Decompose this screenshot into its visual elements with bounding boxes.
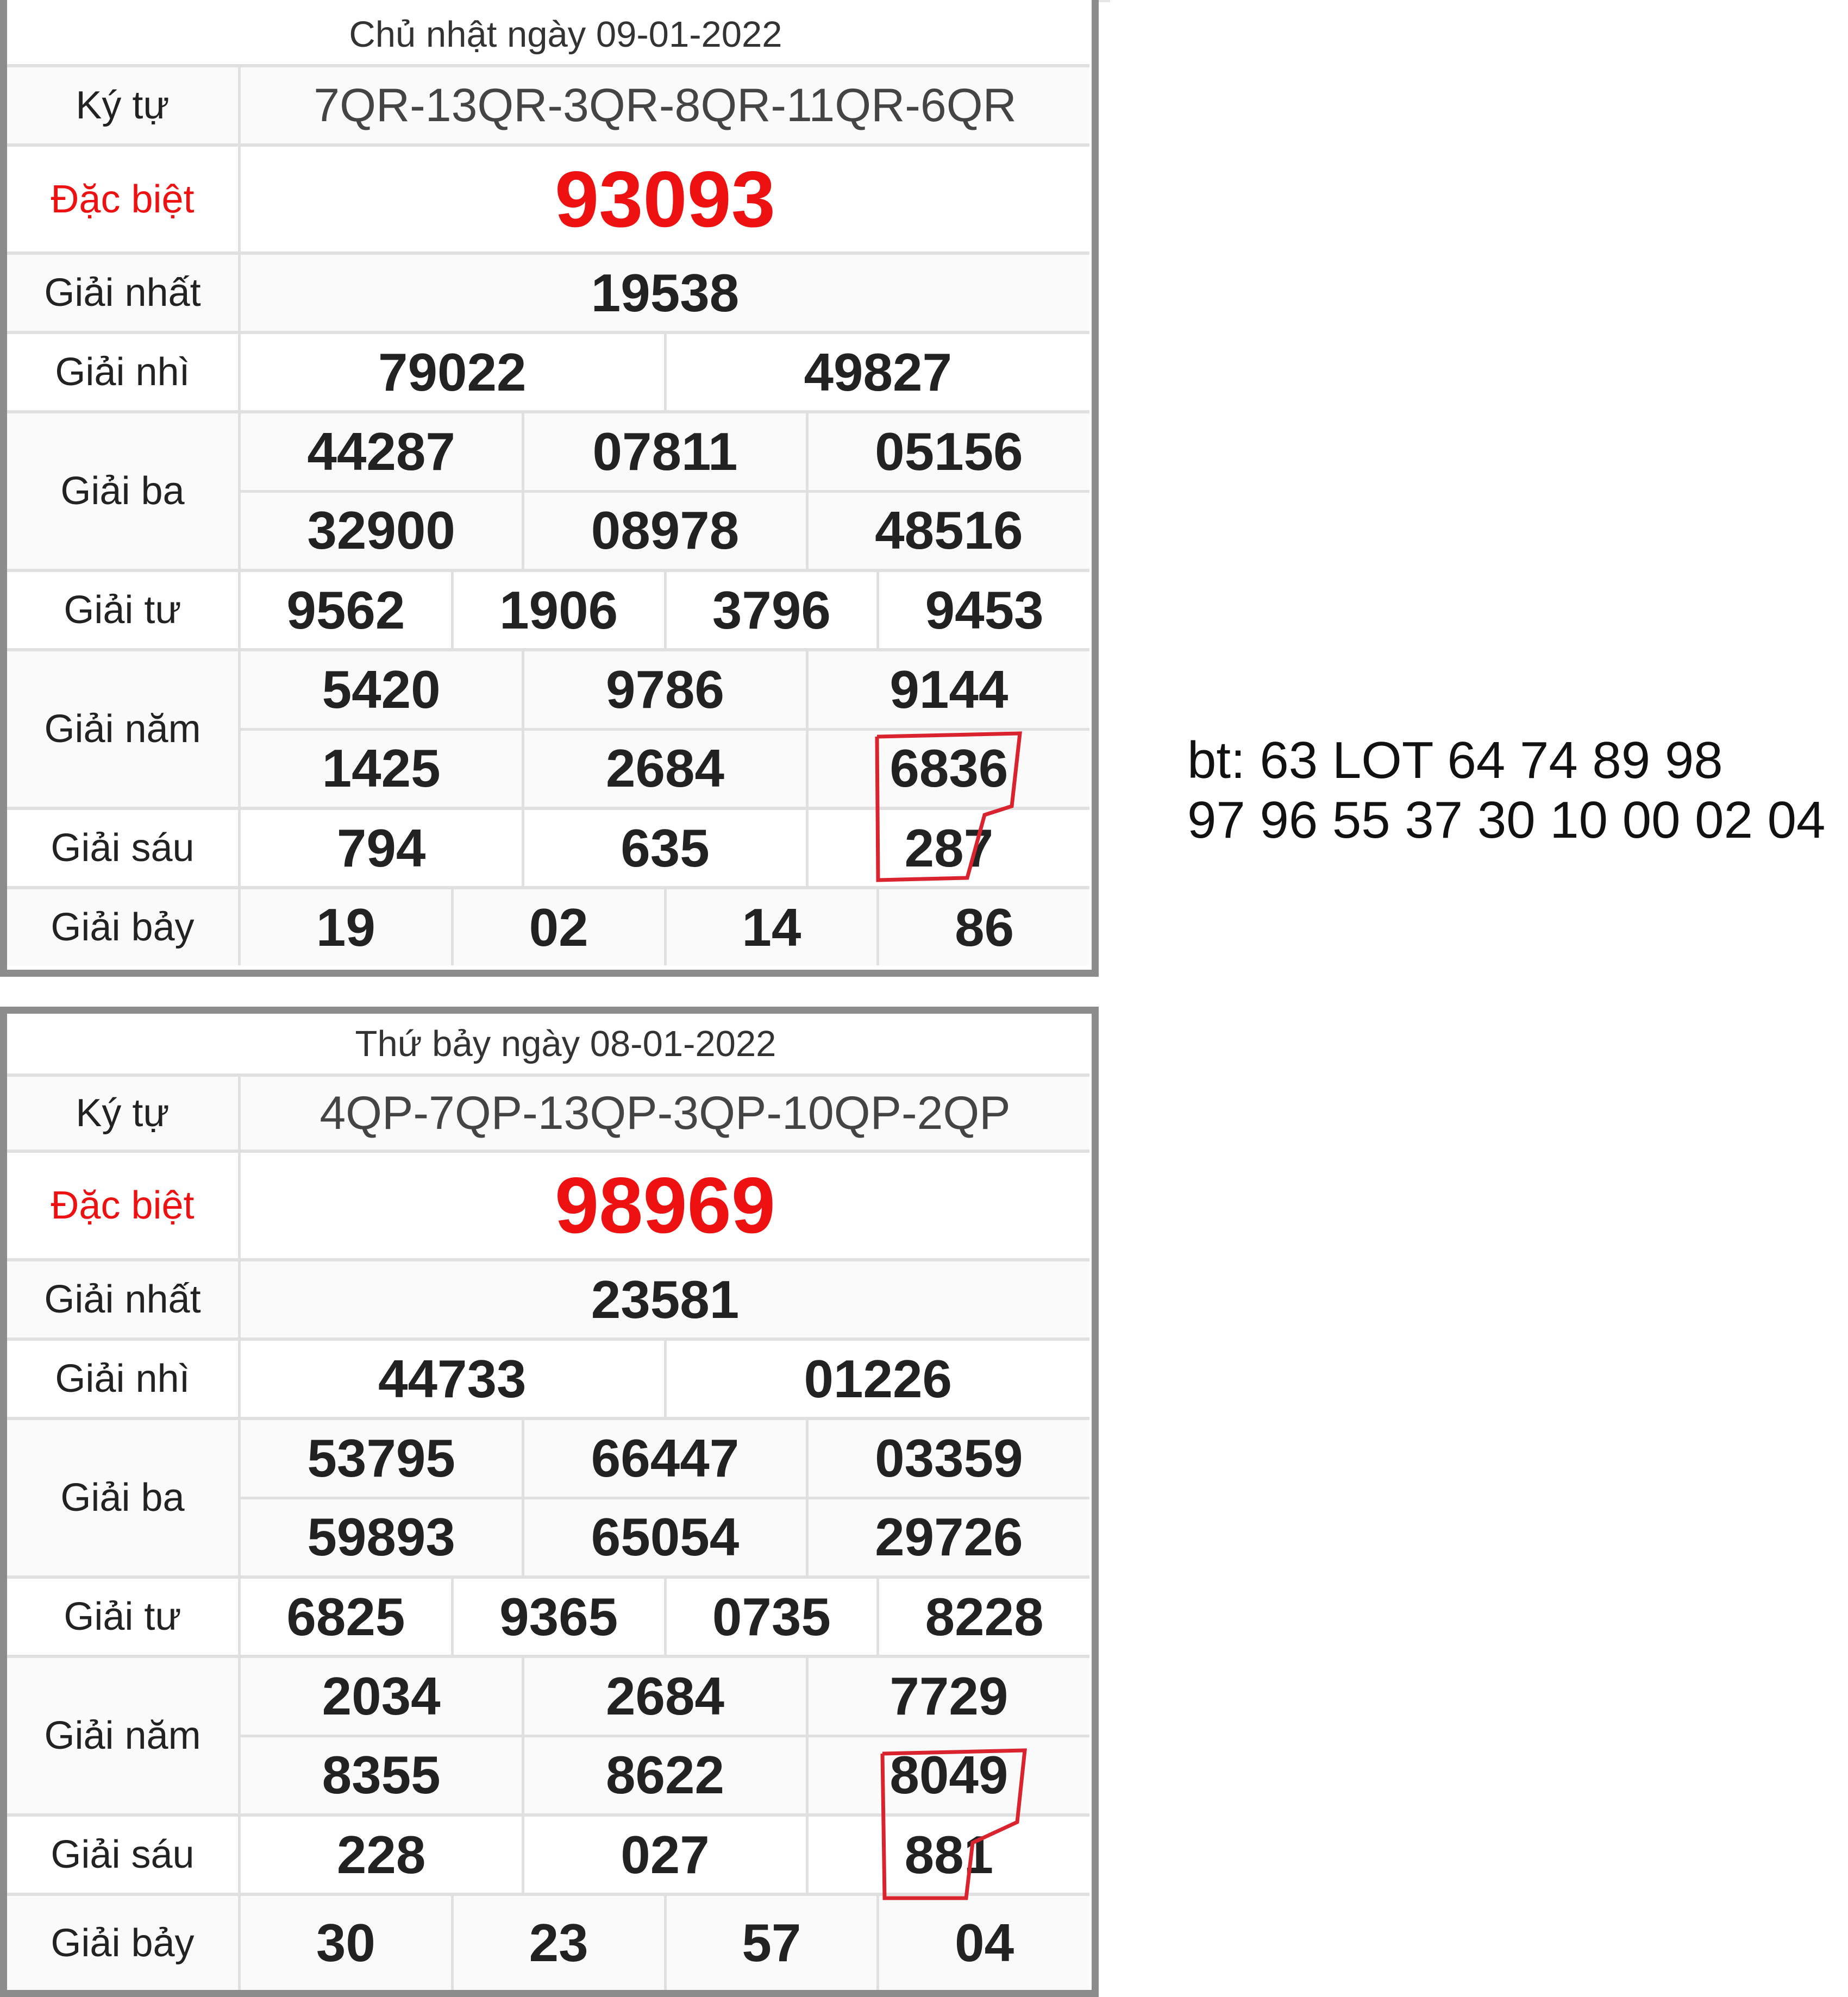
prize-number: 8355 bbox=[322, 1745, 441, 1805]
special-prize-value: 98969 bbox=[555, 1161, 775, 1249]
prize-number: 44287 bbox=[307, 421, 455, 481]
row-giai-tu bbox=[7, 569, 1089, 648]
prize-number: 9562 bbox=[286, 580, 405, 640]
row-giai-nhi bbox=[7, 331, 1089, 410]
row-label: Giải tư bbox=[7, 1579, 241, 1655]
prize-number: 794 bbox=[336, 818, 426, 878]
prize-number: 03359 bbox=[806, 1420, 1089, 1497]
prize-number: 49827 bbox=[664, 334, 1090, 410]
prize-number: 23581 bbox=[591, 1269, 740, 1329]
row-label: Đặc biệt bbox=[7, 147, 241, 252]
row-giai-nhat bbox=[7, 252, 1089, 331]
row-label: Giải nhất bbox=[7, 255, 241, 331]
row-label: Giải tư bbox=[7, 572, 241, 648]
row-giai-sau bbox=[7, 1813, 1089, 1893]
prize-number: 44733 bbox=[378, 1348, 527, 1409]
prize-number: 2684 bbox=[522, 731, 805, 807]
row-dac-biet bbox=[7, 143, 1089, 252]
row-label: Giải bảy bbox=[7, 1896, 241, 1990]
prediction-note bbox=[1187, 731, 1825, 850]
prize-number: 1425 bbox=[322, 738, 441, 799]
prize-number: 02 bbox=[451, 889, 664, 965]
row-label: Đặc biệt bbox=[7, 1153, 241, 1258]
table-title-text: Thứ bảy ngày 08-01-2022 bbox=[355, 1023, 776, 1064]
note-line-2: 97 96 55 37 30 10 00 02 04 bbox=[1187, 791, 1826, 849]
row-giai-ba bbox=[7, 1417, 1089, 1575]
ky-tu-value: 7QR-13QR-3QR-8QR-11QR-6QR bbox=[314, 79, 1017, 131]
prize-number: 6825 bbox=[286, 1586, 405, 1647]
prize-number: 1906 bbox=[451, 572, 664, 648]
row-giai-nhi bbox=[7, 1337, 1089, 1417]
prize-number: 2034 bbox=[322, 1666, 441, 1726]
results-table-1 bbox=[0, 0, 1099, 977]
prize-number: 228 bbox=[336, 1824, 426, 1885]
prize-number: 79022 bbox=[378, 342, 527, 402]
prize-number: 53795 bbox=[307, 1428, 455, 1488]
prize-number: 14 bbox=[664, 889, 877, 965]
row-giai-nhat bbox=[7, 1258, 1089, 1337]
table-title-text: Chủ nhật ngày 09-01-2022 bbox=[349, 14, 782, 55]
prize-number: 3796 bbox=[664, 572, 877, 648]
row-ky-tu bbox=[7, 64, 1089, 143]
row-giai-bay bbox=[7, 1893, 1089, 1990]
prize-number: 57 bbox=[664, 1896, 877, 1990]
row-label: Giải nhất bbox=[7, 1261, 241, 1337]
prize-number: 027 bbox=[522, 1817, 805, 1893]
prize-number: 05156 bbox=[806, 413, 1089, 490]
row-ky-tu bbox=[7, 1073, 1089, 1150]
row-giai-ba bbox=[7, 410, 1089, 569]
row-label: Giải năm bbox=[7, 651, 241, 807]
note-line-1: bt: 63 LOT 64 74 89 98 bbox=[1187, 731, 1723, 789]
table-title bbox=[7, 4, 1092, 64]
prize-number: 08978 bbox=[522, 493, 805, 569]
prize-number: 5420 bbox=[322, 659, 441, 719]
row-dac-biet bbox=[7, 1150, 1089, 1258]
prize-number: 2684 bbox=[522, 1658, 805, 1735]
prize-number: 287 bbox=[806, 810, 1089, 886]
prize-number: 8622 bbox=[522, 1737, 805, 1814]
prize-number: 29726 bbox=[806, 1499, 1089, 1576]
prize-number: 04 bbox=[876, 1896, 1089, 1990]
prize-number: 881 bbox=[806, 1817, 1089, 1893]
prize-number: 32900 bbox=[307, 500, 455, 561]
prize-number: 07811 bbox=[522, 413, 805, 490]
prize-number: 9786 bbox=[522, 651, 805, 728]
table-title bbox=[7, 1014, 1092, 1073]
row-label: Ký tự bbox=[7, 67, 241, 143]
prize-number: 01226 bbox=[664, 1341, 1090, 1417]
prize-number: 30 bbox=[316, 1913, 375, 1973]
prize-number: 9144 bbox=[806, 651, 1089, 728]
row-giai-tu bbox=[7, 1575, 1089, 1655]
row-label: Giải bảy bbox=[7, 889, 241, 965]
prize-number: 86 bbox=[876, 889, 1089, 965]
prize-number: 9365 bbox=[451, 1579, 664, 1655]
row-label: Giải sáu bbox=[7, 810, 241, 886]
row-label: Giải năm bbox=[7, 1658, 241, 1813]
row-label: Giải ba bbox=[7, 413, 241, 569]
row-label: Giải nhì bbox=[7, 334, 241, 410]
row-giai-nam bbox=[7, 648, 1089, 807]
row-label: Giải sáu bbox=[7, 1817, 241, 1893]
row-label: Giải ba bbox=[7, 1420, 241, 1575]
prize-number: 66447 bbox=[522, 1420, 805, 1497]
prize-number: 635 bbox=[522, 810, 805, 886]
ky-tu-value: 4QP-7QP-13QP-3QP-10QP-2QP bbox=[320, 1087, 1011, 1139]
row-giai-sau bbox=[7, 807, 1089, 886]
results-table-2 bbox=[0, 1007, 1099, 1997]
row-label: Giải nhì bbox=[7, 1341, 241, 1417]
prize-number: 19 bbox=[316, 897, 375, 957]
prize-number: 7729 bbox=[806, 1658, 1089, 1735]
prize-number: 0735 bbox=[664, 1579, 877, 1655]
prize-number: 23 bbox=[451, 1896, 664, 1990]
row-giai-bay bbox=[7, 886, 1089, 965]
prize-number: 8228 bbox=[876, 1579, 1089, 1655]
row-label: Ký tự bbox=[7, 1077, 241, 1150]
row-giai-nam bbox=[7, 1655, 1089, 1813]
prize-number: 9453 bbox=[876, 572, 1089, 648]
prize-number: 19538 bbox=[591, 262, 740, 323]
prize-number: 6836 bbox=[806, 731, 1089, 807]
special-prize-value: 93093 bbox=[555, 154, 775, 243]
prize-number: 48516 bbox=[806, 493, 1089, 569]
prize-number: 65054 bbox=[522, 1499, 805, 1576]
prize-number: 8049 bbox=[806, 1737, 1089, 1814]
prize-number: 59893 bbox=[307, 1507, 455, 1567]
